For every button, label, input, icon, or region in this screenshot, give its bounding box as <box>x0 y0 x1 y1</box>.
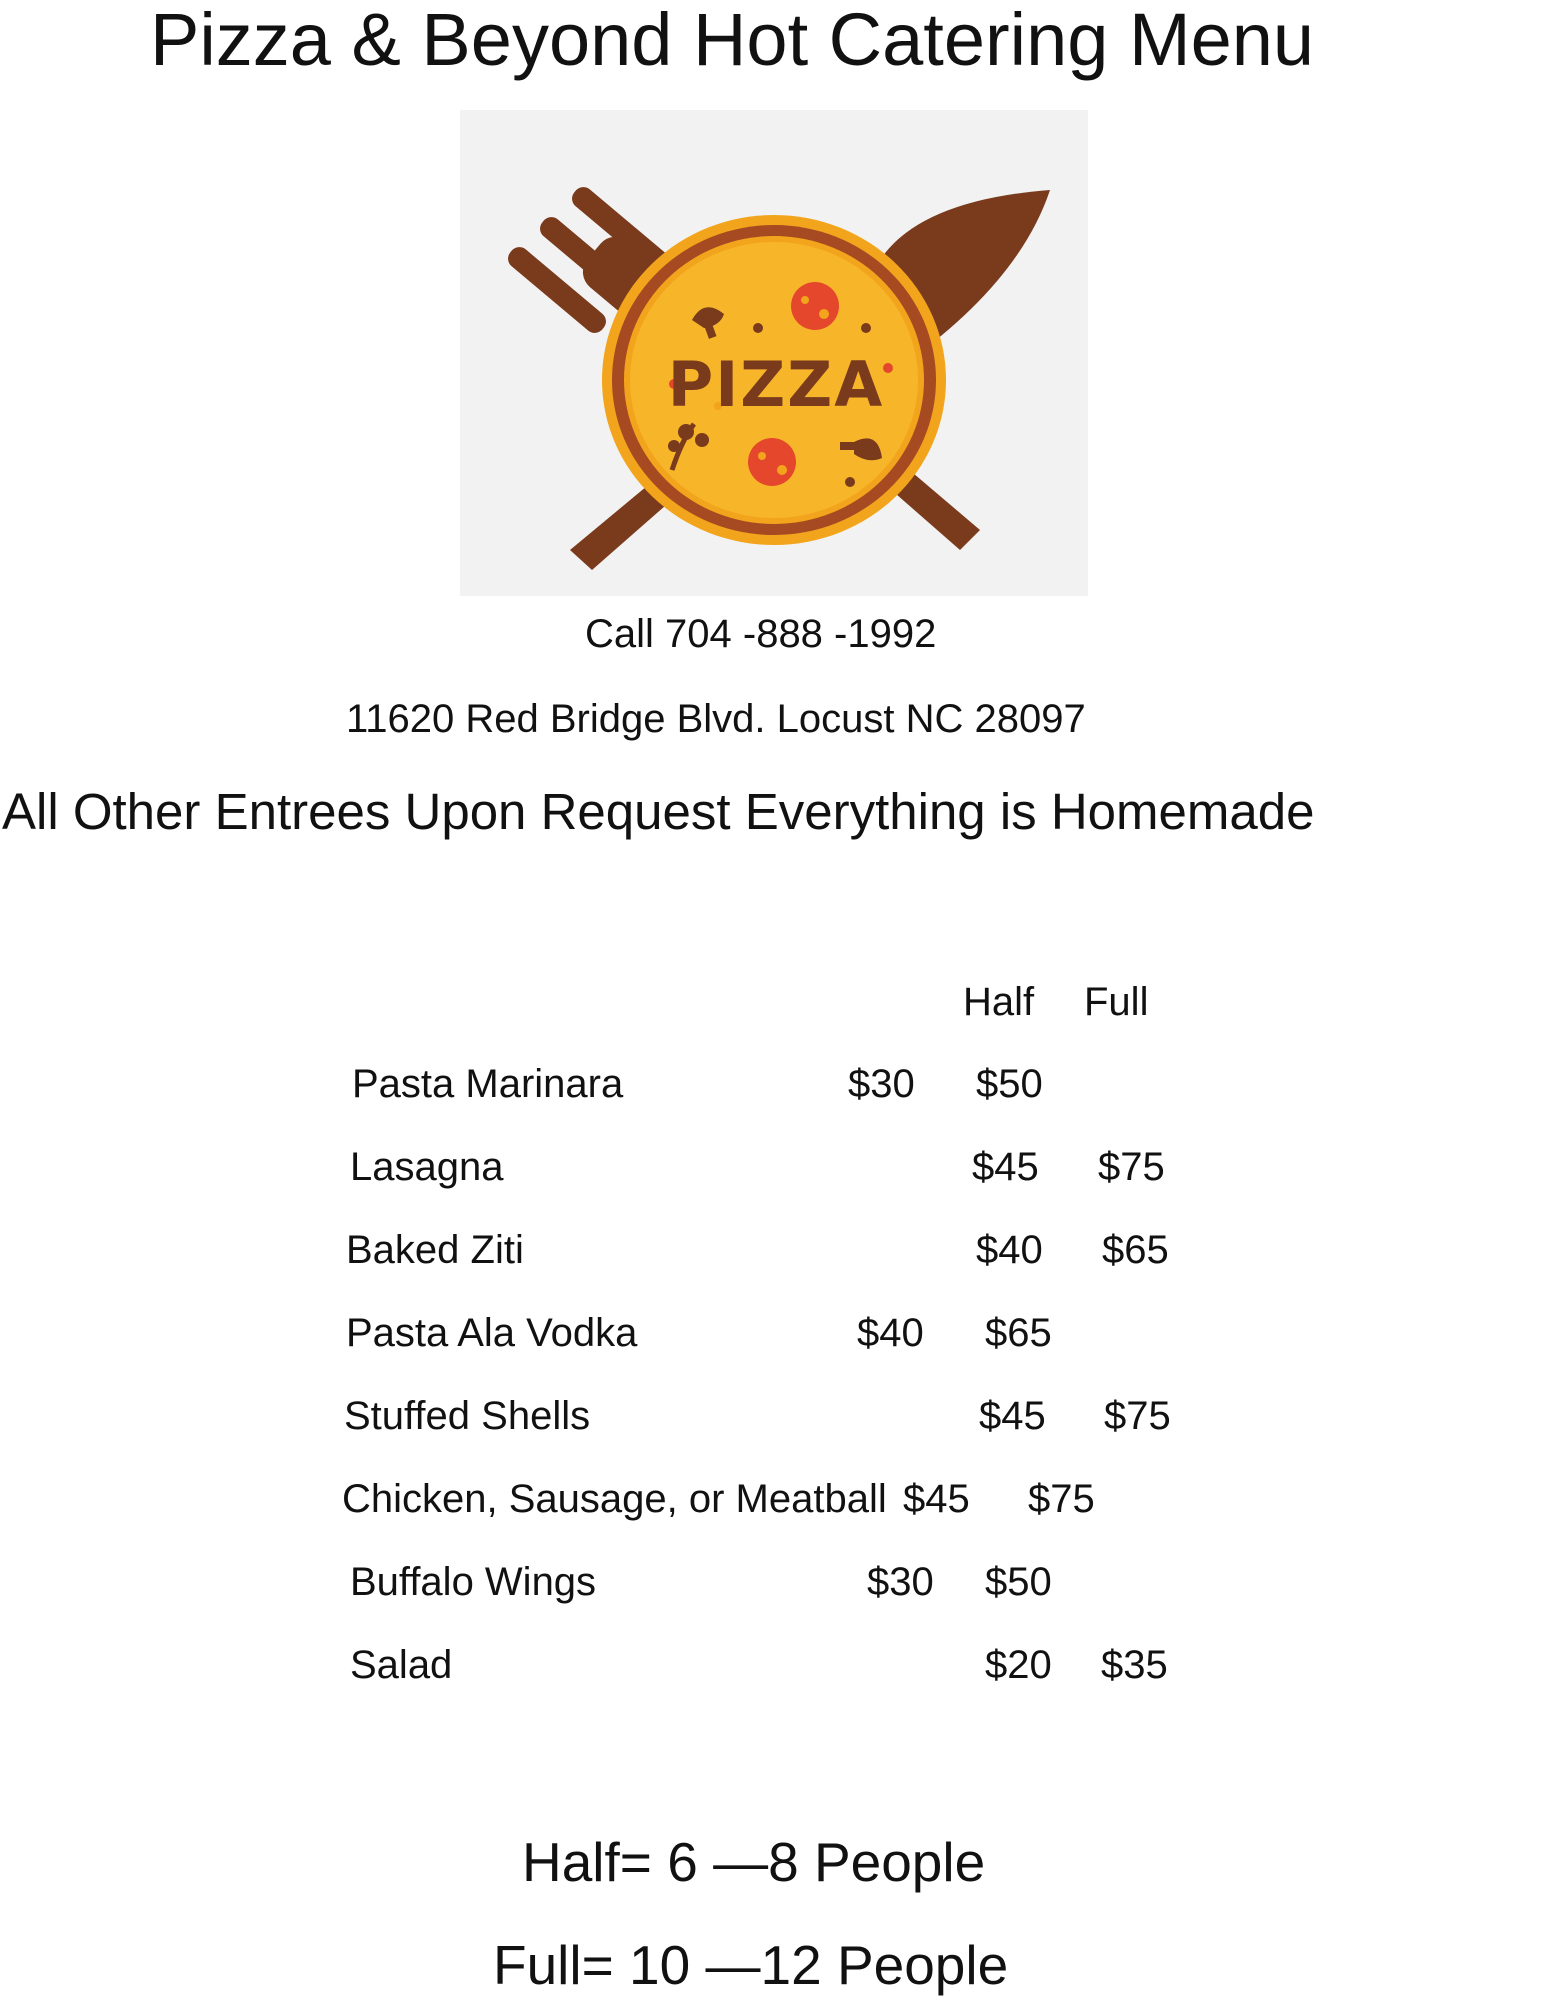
menu-item-price: $75 <box>1104 1394 1171 1438</box>
menu-item-price: $40 <box>857 1311 924 1355</box>
menu-item-price: $45 <box>972 1145 1039 1189</box>
menu-item-price: $75 <box>1098 1145 1165 1189</box>
serving-size-half: Half= 6 —8 People <box>522 1831 986 1893</box>
menu-item-price: $20 <box>985 1643 1052 1687</box>
pizza-logo <box>460 110 1088 596</box>
menu-item-price: $30 <box>848 1062 915 1106</box>
address: 11620 Red Bridge Blvd. Locust NC 28097 <box>346 697 1086 741</box>
menu-item-price: $40 <box>976 1228 1043 1272</box>
tagline: All Other Entrees Upon Request Everything is Homemade <box>2 783 1315 840</box>
pizza-fork-knife-icon <box>460 110 1088 596</box>
menu-item-price: $30 <box>867 1560 934 1604</box>
column-header-half: Half <box>963 980 1035 1024</box>
logo-text: PIZZA <box>667 348 885 421</box>
menu-item-price: $65 <box>1102 1228 1169 1272</box>
menu-item-name: Buffalo Wings <box>350 1560 597 1604</box>
menu-item-price: $45 <box>903 1477 970 1521</box>
phone-number: Call 704 -888 -1992 <box>585 612 937 656</box>
menu-item-name: Stuffed Shells <box>344 1394 591 1438</box>
menu-item-name: Chicken, Sausage, or Meatball <box>342 1477 887 1521</box>
menu-item-price: $50 <box>985 1560 1052 1604</box>
menu-item-price: $35 <box>1101 1643 1168 1687</box>
menu-item-name: Baked Ziti <box>346 1228 524 1272</box>
menu-item-price: $50 <box>976 1062 1043 1106</box>
menu-item-name: Pasta Marinara <box>352 1062 624 1106</box>
menu-item-name: Lasagna <box>350 1145 504 1189</box>
page-title: Pizza & Beyond Hot Catering Menu <box>150 0 1315 81</box>
menu-item-name: Salad <box>350 1643 453 1687</box>
menu-item-name: Pasta Ala Vodka <box>346 1311 638 1355</box>
menu-item-price: $75 <box>1028 1477 1095 1521</box>
serving-size-full: Full= 10 —12 People <box>493 1934 1009 1996</box>
menu-item-price: $45 <box>979 1394 1046 1438</box>
menu-item-price: $65 <box>985 1311 1052 1355</box>
column-header-full: Full <box>1084 980 1149 1024</box>
